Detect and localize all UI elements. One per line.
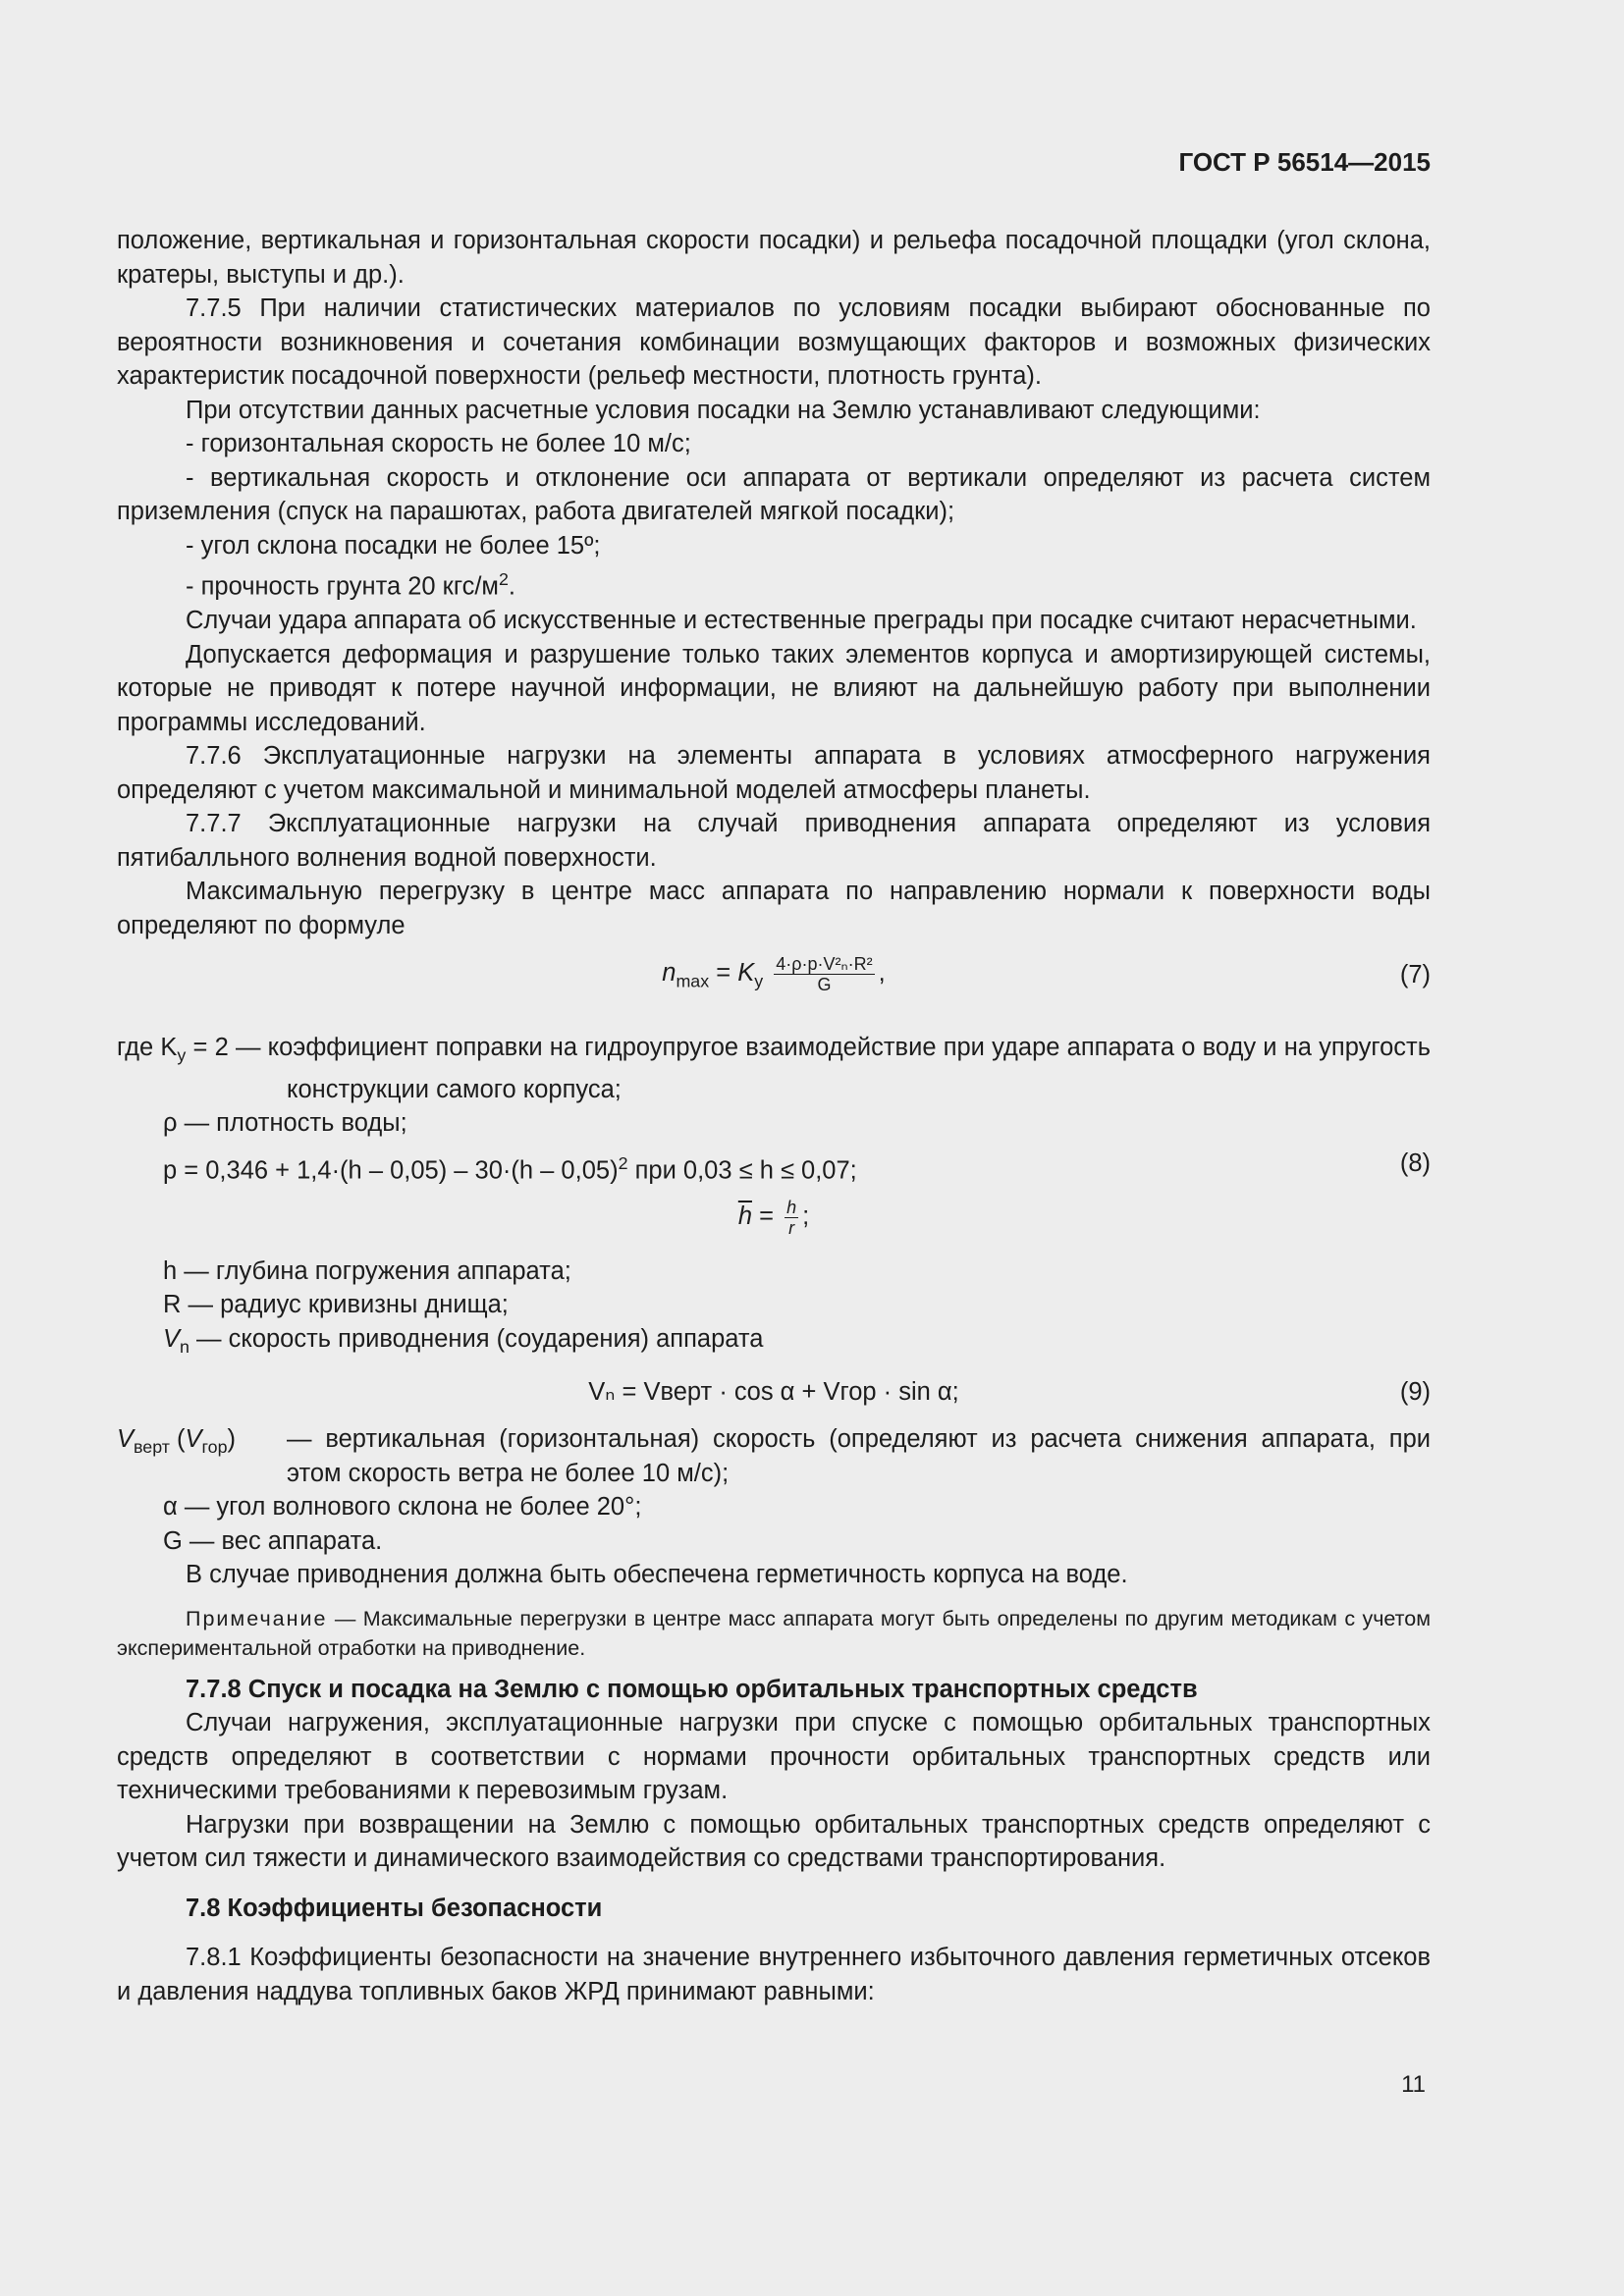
fraction-denominator: G xyxy=(817,975,832,994)
definition-term: V xyxy=(163,1324,181,1353)
list-item: - горизонтальная скорость не более 10 м/с; xyxy=(186,430,691,457)
paragraph: Максимальную перегрузку в центре масс аппарата по направлению нормали к поверхности воды определяют по формуле xyxy=(117,878,1431,939)
formula-symbol: n xyxy=(662,959,677,988)
formula-fraction xyxy=(774,954,874,994)
fraction-numerator: h xyxy=(786,1197,797,1217)
formula-text: p = 0,346 + 1,4·(h – 0,05) – 30·(h – 0,05) xyxy=(163,1156,619,1185)
list-item xyxy=(117,562,1431,604)
formula-9 xyxy=(117,1375,1431,1415)
formula-operator: = xyxy=(709,959,738,988)
section-heading-7-8: 7.8 Коэффициенты безопасности xyxy=(186,1894,603,1922)
formula-8 xyxy=(117,1147,1431,1186)
page-content xyxy=(117,224,1431,2008)
paragraph: Случаи удара аппарата об искусственные и естественные преграды при посадке считают нерасчетными. xyxy=(186,607,1417,634)
formula-fraction xyxy=(785,1198,798,1238)
formula-symbol: K xyxy=(737,959,755,988)
section-heading-7-7-8: 7.7.8 Спуск и посадка на Землю с помощью орбитальных транспортных средств xyxy=(186,1675,1198,1703)
paragraph-7-7-5: 7.7.5 При наличии статистических материалов по условиям посадки выбирают обоснованные по вероятности возникновения и сочетания комбинации возмущающих факторов и возможных физических характеристик посадочной поверхности (рельеф местности, плотность грунта). xyxy=(117,294,1431,390)
page-number: 11 xyxy=(1401,2071,1426,2098)
definition-ky xyxy=(117,1031,1431,1106)
definition-text: — вертикальная (горизонтальная) скорость (определяют из расчета снижения аппарата, при этом скорость ветра не более 10 м/с); xyxy=(287,1425,1431,1487)
definition-alpha: α — угол волнового склона не более 20°; xyxy=(163,1493,642,1522)
note-label: Примечание xyxy=(186,1606,328,1630)
paragraph: При отсутствии данных расчетные условия посадки на Землю устанавливают следующими: xyxy=(186,396,1261,424)
formula-subscript: y xyxy=(754,971,764,991)
formula-subscript: max xyxy=(676,971,710,991)
formula-number: (7) xyxy=(1399,961,1431,988)
definition-h: h — глубина погружения аппарата; xyxy=(163,1256,571,1285)
spacer xyxy=(117,1876,1431,1892)
definition-text: — скорость приводнения (соударения) аппарата xyxy=(189,1324,764,1353)
formula-7-body xyxy=(117,954,1431,998)
formula-8-body xyxy=(163,1147,857,1188)
definition-rho: ρ — плотность воды; xyxy=(163,1109,407,1138)
definition-text: = 2 — коэффициент поправки на гидроупругое взаимодействие при ударе аппарата о воду и на упругость конструкции самого корпуса; xyxy=(186,1034,1431,1103)
definition-term: где K xyxy=(117,1034,178,1061)
paragraph: Нагрузки при возвращении на Землю с помощью орбитальных транспортных средств определяют с учетом сил тяжести и динамического взаимодействия со средствами транспортирования. xyxy=(117,1810,1431,1873)
paragraph: положение, вертикальная и горизонтальная скорости посадки) и рельефа посадочной площадки (угол склона, кратеры, выступы и др.). xyxy=(117,227,1431,289)
paragraph: Случаи нагружения, эксплуатационные нагрузки при спуске с помощью орбитальных транспортных средств определяют в соответствии с нормами прочности орбитальных транспортных средств или техническими требованиями к перевозимым грузам. xyxy=(117,1709,1431,1805)
formula-9-body: Vₙ = Vверт · cos α + Vгор · sin α; xyxy=(588,1378,959,1407)
formula-number: (9) xyxy=(1399,1378,1431,1407)
definition-vn xyxy=(117,1322,1431,1364)
definition-g: G — вес аппарата. xyxy=(163,1526,383,1555)
formula-h-bar-body xyxy=(117,1198,1431,1238)
note xyxy=(117,1604,1431,1663)
spacer xyxy=(117,1925,1431,1941)
formula-operator: = xyxy=(752,1201,782,1230)
formula-punctuation: ; xyxy=(802,1201,810,1230)
formula-number: (8) xyxy=(1399,1148,1431,1177)
formula-superscript: 2 xyxy=(618,1152,628,1173)
note-text: — Максимальные перегрузки в центре масс аппарата могут быть определены по другим методикам с учетом экспериментальной отработки на приводнение. xyxy=(117,1606,1431,1660)
definition-vvert xyxy=(117,1422,1431,1490)
definition-term: $V_{верт}$ $(V_{гор})$ xyxy=(117,1425,236,1458)
paragraph-7-8-1: 7.8.1 Коэффициенты безопасности на значение внутреннего избыточного давления герметичных отсеков и давления наддува топливных баков ЖРД принимают равными: xyxy=(117,1944,1431,2005)
formula-symbol: $\overline{h}$ xyxy=(737,1201,752,1230)
list-item-text: - прочность грунта 20 кгс/м xyxy=(186,572,499,601)
definition-r: R — радиус кривизны днища; xyxy=(163,1291,509,1319)
list-item: - вертикальная скорость и отклонение оси аппарата от вертикали определяют из расчета систем приземления (спуск на парашютах, работа двигателей мягкой посадки); xyxy=(117,463,1431,525)
fraction-numerator: 4·ρ·p·V²ₙ·R² xyxy=(776,954,873,974)
document-id: ГОСТ Р 56514—2015 xyxy=(1178,147,1431,177)
paragraph-7-7-7: 7.7.7 Эксплуатационные нагрузки на случай приводнения аппарата определяют из условия пятибалльного волнения водной поверхности. xyxy=(117,810,1431,872)
fraction-denominator: r xyxy=(788,1217,795,1238)
formula-text: при 0,03 ≤ h ≤ 0,07; xyxy=(627,1156,857,1185)
superscript: 2 xyxy=(498,569,509,589)
formula-7 xyxy=(117,948,1431,1021)
paragraph: В случае приводнения должна быть обеспечена герметичность корпуса на воде. xyxy=(186,1561,1128,1589)
paragraph: Допускается деформация и разрушение только таких элементов корпуса и амортизирующей системы, которые не приводят к потере научной информации, не влияют на дальнейшую работу при выполнении программы исследований. xyxy=(117,640,1431,736)
formula-punctuation: , xyxy=(878,959,886,988)
punctuation: . xyxy=(508,572,515,601)
subscript: n xyxy=(180,1336,189,1357)
formula-h-bar xyxy=(117,1192,1431,1247)
list-item: - угол склона посадки не более 15º; xyxy=(186,531,601,560)
paragraph-7-7-6: 7.7.6 Эксплуатационные нагрузки на элементы аппарата в условиях атмосферного нагружения определяют с учетом максимальной и минимальной моделей атмосферы планеты. xyxy=(117,742,1431,804)
subscript: y xyxy=(177,1045,187,1066)
